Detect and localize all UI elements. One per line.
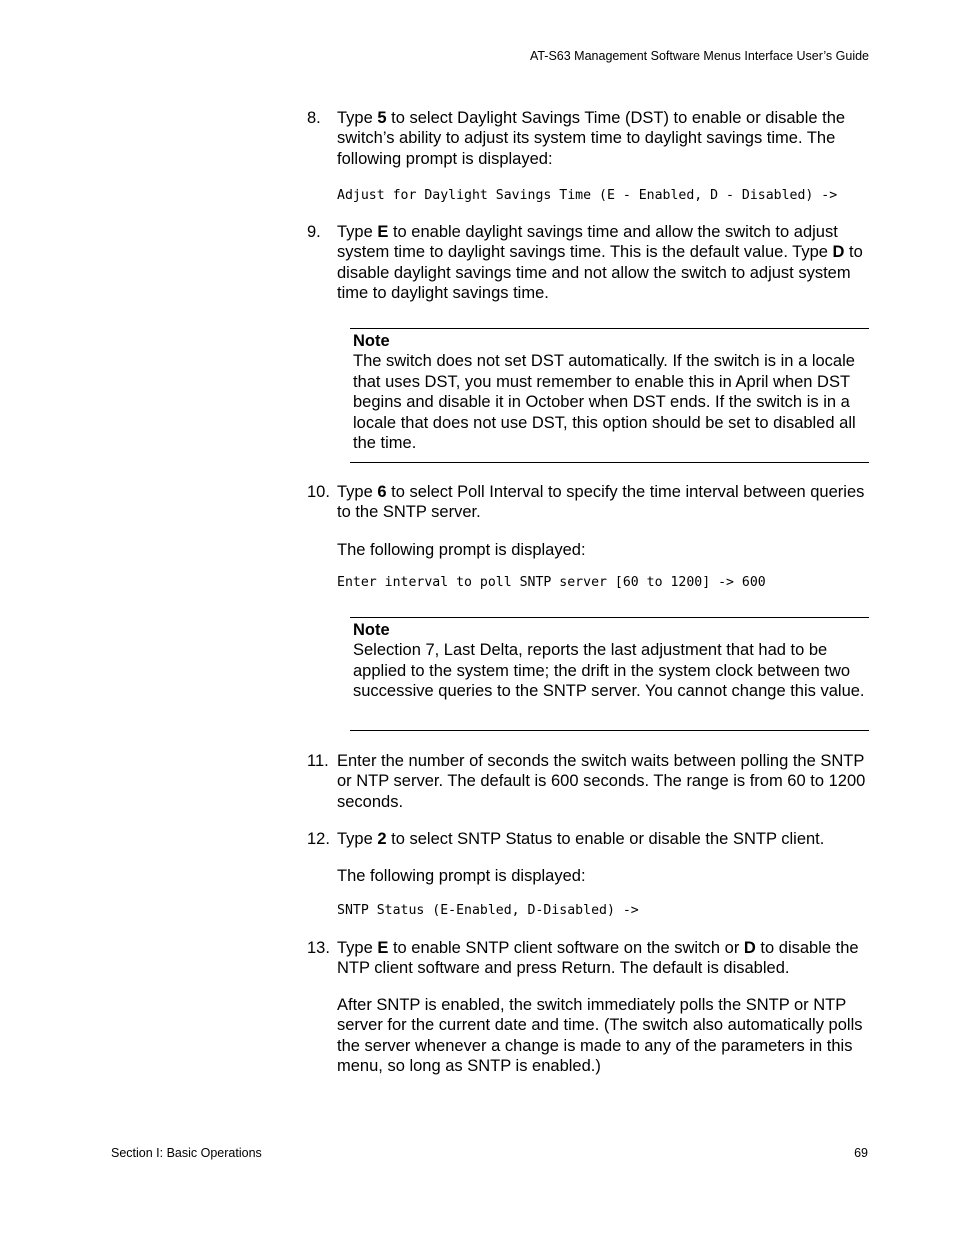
step-text-part: Type <box>337 109 378 127</box>
key-label: D <box>832 243 845 262</box>
step-text <box>337 482 869 523</box>
step-text <box>337 829 869 849</box>
status-prompt-code: SNTP Status (E-Enabled, D-Disabled) -> <box>337 903 639 918</box>
following-prompt-text: The following prompt is displayed: <box>337 541 586 559</box>
step-13 <box>307 938 869 979</box>
step-11 <box>307 751 869 812</box>
step-10 <box>307 482 869 523</box>
page-header: AT-S63 Management Software Menus Interface User’s Guide <box>529 49 869 63</box>
key-label: D <box>743 939 756 957</box>
step-number: 12. <box>307 830 330 848</box>
note-body: Selection 7, Last Delta, reports the last adjustment that had to be applied to the system time; the drift in the system clock between two successive queries to the SNTP server. You cannot change this value. <box>353 641 865 701</box>
note-title: Note <box>353 332 390 350</box>
step-text-part: to enable daylight savings time and allow the switch to adjust system time to daylight savings time. This is the default value. Type <box>337 223 838 262</box>
poll-prompt-code: Enter interval to poll SNTP server [60 to 1200] -> 600 <box>337 575 766 590</box>
page-number: 69 <box>854 1146 868 1160</box>
step-text <box>337 938 869 979</box>
footer-section: Section I: Basic Operations <box>111 1146 262 1160</box>
step-number: 8. <box>307 109 321 127</box>
step-text-part: to disable daylight savings time and not allow the switch to adjust system time to daylight savings time. <box>337 243 863 303</box>
step-12 <box>307 829 869 849</box>
step-text-part: to disable the NTP client software and press Return. The default is disabled. <box>337 939 859 978</box>
note-body: The switch does not set DST automatically. If the switch is in a locale that uses DST, you must remember to enable this in April when DST begins and disable it in October when DST ends. If the switch is in a locale that does not use DST, this option should be set to disabled all the time. <box>353 352 856 453</box>
following-prompt-text: The following prompt is displayed: <box>337 867 586 885</box>
step-text <box>337 222 869 304</box>
note-title: Note <box>353 621 390 639</box>
step-text-part: to select Poll Interval to specify the time interval between queries to the SNTP server. <box>337 483 865 522</box>
step-number: 11. <box>307 752 329 770</box>
key-label: E <box>377 223 389 241</box>
step-text-part: Type <box>337 830 378 848</box>
step-number: 9. <box>307 223 321 241</box>
step-8 <box>307 108 869 169</box>
step-text-part: Type <box>337 483 378 501</box>
step-text-part: to select Daylight Savings Time (DST) to enable or disable the switch’s ability to adjust its system time to daylight savings time. The following prompt is displayed: <box>337 109 846 168</box>
step-text-part: to select SNTP Status to enable or disable the SNTP client. <box>386 830 825 848</box>
key-label: 6 <box>377 483 387 501</box>
step-9 <box>307 222 869 304</box>
step-number: 13. <box>307 939 330 957</box>
step-text-part: Type <box>337 223 378 241</box>
note-dst <box>350 328 869 463</box>
key-label: E <box>377 939 389 957</box>
step-text <box>337 108 869 169</box>
note-last-delta <box>350 617 869 731</box>
key-label: 2 <box>377 830 387 848</box>
after-sntp-text: After SNTP is enabled, the switch immediately polls the SNTP or NTP server for the current date and time. (The switch also automatically polls the server whenever a change is made to any of the parameters in this menu, so long as SNTP is enabled.) <box>337 996 863 1076</box>
dst-prompt-code: Adjust for Daylight Savings Time (E - Enabled, D - Disabled) -> <box>337 188 838 203</box>
step-text-part: Type <box>337 939 378 957</box>
step-text-part: to enable SNTP client software on the switch or <box>388 939 744 957</box>
step-text: Enter the number of seconds the switch waits between polling the SNTP or NTP server. The default is 600 seconds. The range is from 60 to 1200 seconds. <box>337 752 866 811</box>
step-number: 10. <box>307 483 330 501</box>
key-label: 5 <box>377 109 387 127</box>
